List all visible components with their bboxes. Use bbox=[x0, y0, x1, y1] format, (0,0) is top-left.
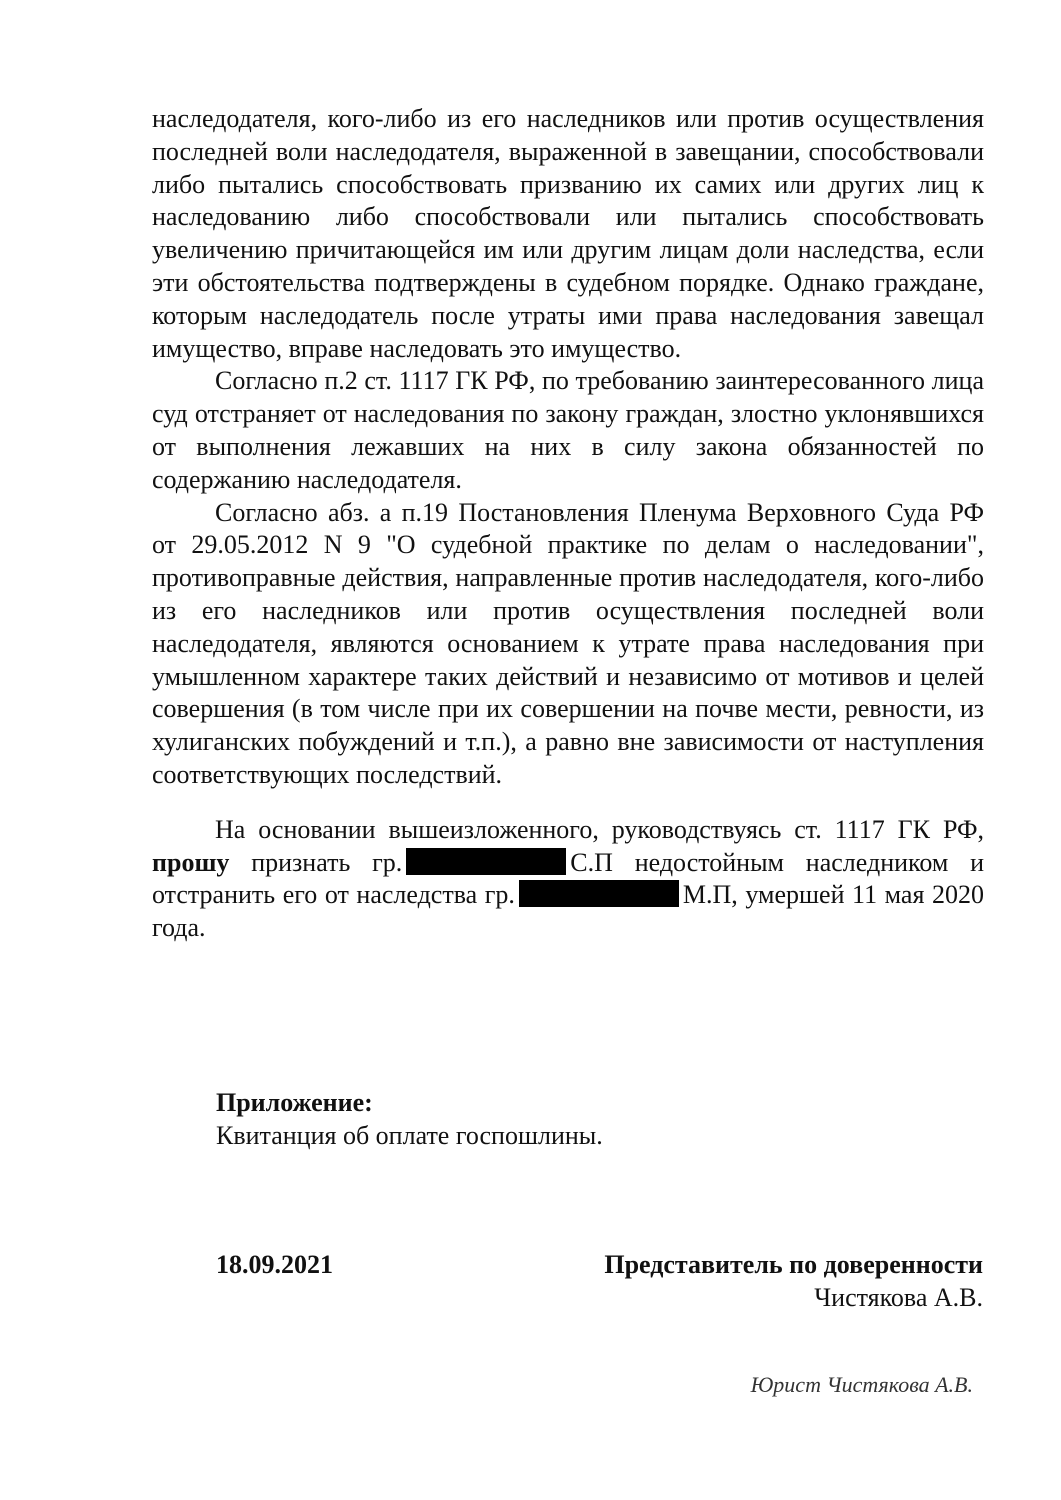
document-date: 18.09.2021 bbox=[216, 1250, 333, 1279]
attachment-title: Приложение: bbox=[216, 1088, 373, 1117]
request-text-3: С.П недостойным наследником и отстранить его от наследства гр. bbox=[152, 847, 985, 910]
lawyer-stamp: Юрист Чистякова А.В. bbox=[750, 1372, 973, 1397]
request-text-2: признать гр. bbox=[251, 847, 403, 877]
paragraph-continuation: наследодателя, кого-либо из его наследников или против осуществления последней воли наследодателя, выраженной в завещании, способствовали либо пытались способствовать призванию их самих или других лиц к наследованию либо способствовали или пытались способствовать увеличению причитающейся им или другим лицам доли наследства, если эти обстоятельства подтверждены в судебном порядке. Однако граждане, которым наследодатель после утраты ими права наследования завещал имущество, вправе наследовать это имущество. bbox=[152, 104, 984, 363]
signature-title: Представитель по доверенности bbox=[604, 1250, 983, 1279]
paragraph-request bbox=[152, 814, 984, 945]
document-body bbox=[152, 103, 984, 945]
attachment-item: Квитанция об оплате госпошлины. bbox=[216, 1120, 603, 1150]
request-bold-word: прошу bbox=[152, 847, 230, 877]
signature-name: Чистякова А.В. bbox=[814, 1282, 983, 1312]
signature-block bbox=[604, 1249, 983, 1315]
paragraph-article-1117: Согласно п.2 ст. 1117 ГК РФ, по требованию заинтересованного лица суд отстраняет от наследования по закону граждан, злостно уклонявшихся от выполнения лежавших на них в силу закона обязанностей по содержанию наследодателя. bbox=[152, 366, 984, 494]
request-text-1: На основании вышеизложенного, руководствуясь ст. 1117 ГК РФ, bbox=[215, 814, 984, 844]
request-text-4: М.П, умершей 11 мая 2020 года. bbox=[152, 880, 984, 943]
paragraph-plenum-resolution: Согласно абз. а п.19 Постановления Пленума Верховного Суда РФ от 29.05.2012 N 9 "О судебной практике по делам о наследовании", противоправные действия, направленные против наследодателя, кого-либо из его наследников или против осуществления последней воли наследодателя, являются основанием к утрате права наследования при умышленном характере таких действий и независимо от мотивов и целей совершения (в том числе при их совершении на почве мести, ревности, из хулиганских побуждений и т.п.), а равно вне зависимости от наступления соответствующих последствий. bbox=[152, 497, 984, 789]
attachment-section bbox=[216, 1087, 603, 1153]
redacted-name-block bbox=[406, 848, 566, 875]
redacted-name-block bbox=[519, 880, 679, 907]
